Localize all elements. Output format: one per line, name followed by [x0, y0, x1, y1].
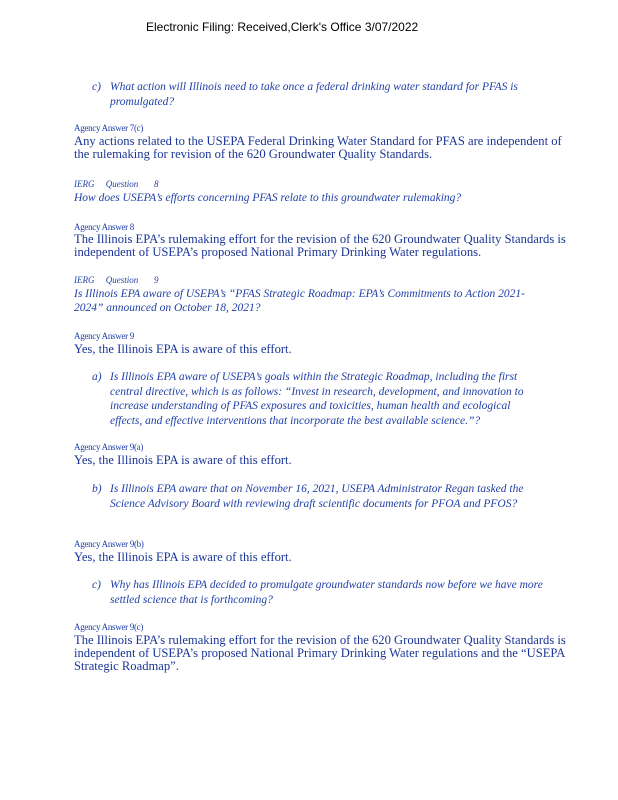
sub-question-text: Is Illinois EPA aware that on November 16, 2021, USEPA Administrator Regan tasked the Science Advisory Board with reviewing draft scientific documents for PFOA and PFOS?	[110, 483, 524, 510]
sub-question-text: Why has Illinois EPA decided to promulgate groundwater standards now before we have more settled science that is forthcoming?	[110, 579, 543, 606]
agency-answer-label-9b: Agency Answer 9(b)	[74, 539, 144, 549]
filing-stamp-header: Electronic Filing: Received,Clerk's Office 3/07/2022	[146, 20, 419, 34]
agency-answer-9b: Yes, the Illinois EPA is aware of this effort.	[74, 550, 292, 564]
sub-question-7c	[92, 80, 542, 109]
sub-question-text: Is Illinois EPA aware of USEPA’s goals within the Strategic Roadmap, including the first central directive, which is as follows: “Invest in research, development, and innovation to increase understanding of PFAS exposures and toxicities, human health and ecological effects, and effective interventions that incorporate the best available science.”?	[110, 371, 524, 427]
sub-question-marker: c)	[92, 81, 101, 93]
ierg-question-label-8: IERG Question 8	[74, 179, 159, 189]
sub-question-9a	[92, 370, 544, 428]
sub-question-marker: b)	[92, 483, 102, 495]
agency-answer-9c: The Illinois EPA’s rulemaking effort for the revision of the 620 Groundwater Quality Standards is independent of USEPA’s proposed National Primary Drinking Water regulations and the “USEPA Strategic Roadmap”.	[74, 633, 566, 673]
ierg-question-8: How does USEPA’s efforts concerning PFAS relate to this groundwater rulemaking?	[74, 192, 462, 204]
agency-answer-7c: Any actions related to the USEPA Federal Drinking Water Standard for PFAS are independent of the rulemaking for revision of the 620 Groundwater Quality Standards.	[74, 134, 562, 161]
agency-answer-label-9c: Agency Answer 9(c)	[74, 622, 144, 632]
ierg-question-label-9: IERG Question 9	[74, 275, 159, 285]
sub-question-marker: a)	[92, 371, 102, 383]
agency-answer-label-9: Agency Answer 9	[74, 331, 134, 341]
agency-answer-label-9a: Agency Answer 9(a)	[74, 442, 144, 452]
agency-answer-8: The Illinois EPA’s rulemaking effort for the revision of the 620 Groundwater Quality Standards is independent of USEPA’s proposed National Primary Drinking Water regulations.	[74, 232, 566, 259]
sub-question-9b	[92, 482, 544, 511]
agency-answer-9a: Yes, the Illinois EPA is aware of this effort.	[74, 453, 292, 467]
sub-question-text: What action will Illinois need to take once a federal drinking water standard for PFAS is promulgated?	[110, 81, 518, 108]
agency-answer-label-7c: Agency Answer 7(c)	[74, 123, 144, 133]
ierg-question-9: Is Illinois EPA aware of USEPA’s “PFAS Strategic Roadmap: EPA’s Commitments to Action 2021-2024” announced on October 18, 2021?	[74, 288, 525, 314]
agency-answer-label-8: Agency Answer 8	[74, 222, 134, 232]
sub-question-marker: c)	[92, 579, 101, 591]
sub-question-9c	[92, 578, 544, 607]
agency-answer-9: Yes, the Illinois EPA is aware of this effort.	[74, 342, 292, 356]
